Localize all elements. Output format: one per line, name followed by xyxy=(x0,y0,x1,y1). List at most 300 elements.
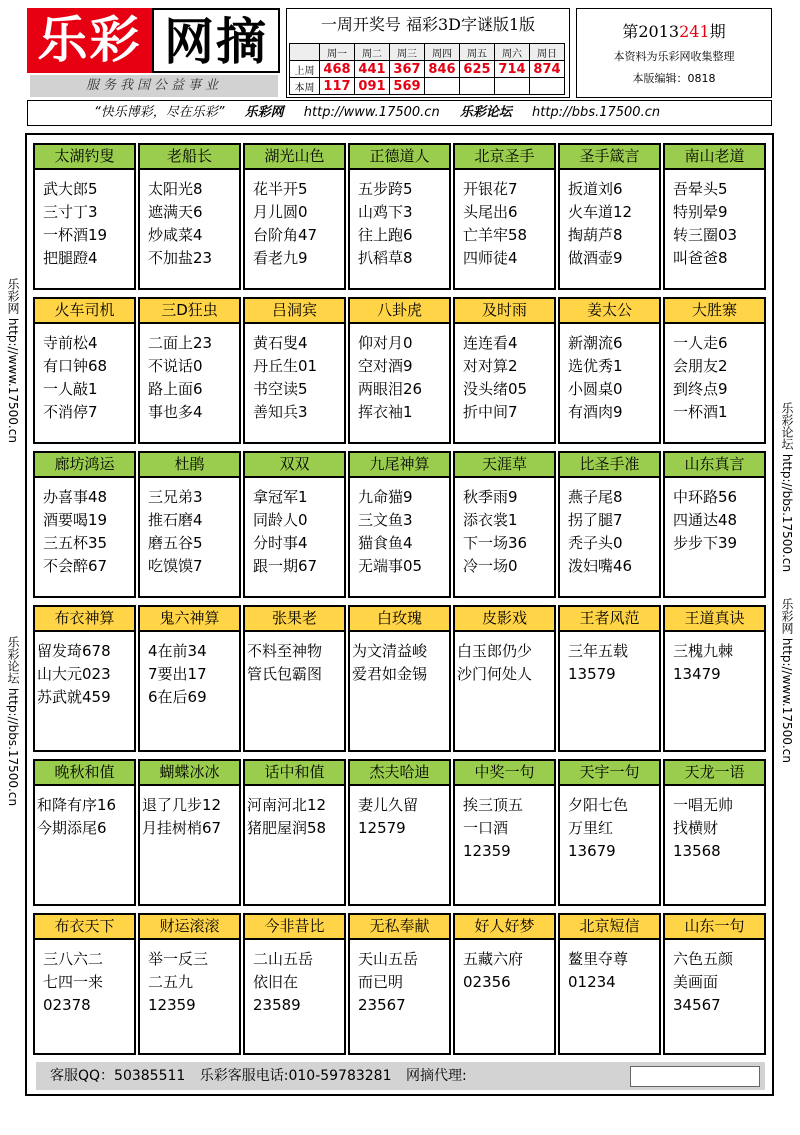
cell-line: 到终点9 xyxy=(673,380,728,398)
cell-title: 布衣天下 xyxy=(35,915,134,940)
cell-line: 退了几步12 xyxy=(142,796,222,814)
cell-title: 吕洞宾 xyxy=(245,299,344,324)
cell-title: 杜鹃 xyxy=(140,453,239,478)
cell-line: 02356 xyxy=(463,973,511,991)
cell-line: 亡羊牢58 xyxy=(463,226,528,244)
cell-body xyxy=(35,632,134,709)
cell-line: 山大元023 xyxy=(37,665,111,683)
cell-body xyxy=(35,478,134,578)
service-phone: 乐彩客服电话:010-59783281 xyxy=(199,1068,392,1084)
cell-body xyxy=(665,940,764,1017)
cell-line: 三年五载 xyxy=(568,642,629,660)
draw-number: 714 xyxy=(495,61,530,78)
logo xyxy=(27,8,280,73)
cell-title: 九尾神算 xyxy=(350,453,449,478)
cell-line: 23589 xyxy=(253,996,301,1014)
last-week-label: 上周 xyxy=(290,61,320,78)
logo-part-wangzhai: 网摘 xyxy=(152,8,280,73)
cell-line: 不会醉67 xyxy=(43,557,108,575)
cell-body xyxy=(140,324,239,424)
issue-panel xyxy=(576,8,772,98)
cell-title: 天宇一句 xyxy=(560,761,659,786)
cell-title: 火车司机 xyxy=(35,299,134,324)
cell-line: 把腿蹬4 xyxy=(43,249,98,267)
motto: “快乐博彩，尽在乐彩” xyxy=(94,105,225,120)
cell-line: 而已明 xyxy=(358,973,404,991)
cell-line: 四通达48 xyxy=(673,511,738,529)
cell-body xyxy=(350,324,449,424)
cell-line: 一杯酒19 xyxy=(43,226,108,244)
prediction-cell xyxy=(33,759,136,906)
prediction-cell xyxy=(453,913,556,1055)
cell-body xyxy=(560,786,659,863)
prediction-cell xyxy=(453,297,556,444)
cell-line: 13579 xyxy=(568,665,616,683)
cell-line: 仰对月0 xyxy=(358,334,413,352)
cell-body xyxy=(350,632,449,686)
draw-number: 367 xyxy=(390,61,425,78)
cell-line: 六色五颜 xyxy=(673,950,734,968)
prediction-cell xyxy=(453,451,556,598)
cell-line: 今期添尾6 xyxy=(37,819,107,837)
cell-body xyxy=(35,786,134,840)
cell-title: 三D狂虫 xyxy=(140,299,239,324)
cell-line: 白玉郎仍少 xyxy=(457,642,533,660)
cell-body xyxy=(560,940,659,994)
cell-line: 留发琦678 xyxy=(37,642,111,660)
prediction-cell xyxy=(33,913,136,1055)
prediction-cell xyxy=(453,605,556,752)
draw-number: 846 xyxy=(425,61,460,78)
cell-body xyxy=(560,170,659,270)
cell-title: 今非昔比 xyxy=(245,915,344,940)
cell-line: 酒要喝19 xyxy=(43,511,108,529)
prediction-cell xyxy=(33,297,136,444)
cell-line: 不说话0 xyxy=(148,357,203,375)
cell-line: 12359 xyxy=(148,996,196,1014)
cell-line: 往上跑6 xyxy=(358,226,413,244)
cell-line: 12579 xyxy=(358,819,406,837)
cell-line: 河南河北12 xyxy=(247,796,327,814)
cell-title: 王道真诀 xyxy=(665,607,764,632)
prediction-cell xyxy=(453,759,556,906)
logo-part-lecai: 乐彩 xyxy=(27,8,152,73)
cell-line: 掏葫芦8 xyxy=(568,226,623,244)
cell-line: 办喜事48 xyxy=(43,488,108,506)
cell-line: 13679 xyxy=(568,842,616,860)
cell-title: 北京圣手 xyxy=(455,145,554,170)
cell-body xyxy=(140,786,239,840)
cell-title: 天涯草 xyxy=(455,453,554,478)
cell-line: 没头绪05 xyxy=(463,380,528,398)
side-text-left-top: 乐彩网 http://www.17500.cn xyxy=(6,278,20,443)
prediction-cell xyxy=(243,297,346,444)
cell-body xyxy=(665,478,764,555)
cell-line: 4在前34 xyxy=(148,642,207,660)
cell-line: 挥衣袖1 xyxy=(358,403,413,421)
prediction-cell xyxy=(138,297,241,444)
motto-bar xyxy=(27,100,772,126)
cell-line: 开银花7 xyxy=(463,180,518,198)
cell-line: 磨五谷5 xyxy=(148,534,203,552)
cell-line: 空对酒9 xyxy=(358,357,413,375)
cell-line: 善知兵3 xyxy=(253,403,308,421)
cell-title: 皮影戏 xyxy=(455,607,554,632)
this-week-row xyxy=(290,78,565,95)
draw-number xyxy=(530,78,565,95)
cell-line: 13479 xyxy=(673,665,721,683)
draw-number: 091 xyxy=(355,78,390,95)
cell-line: 山鸡下3 xyxy=(358,203,413,221)
cell-body xyxy=(245,170,344,270)
cell-line: 泼妇嘴46 xyxy=(568,557,633,575)
weekday-header-row xyxy=(290,44,565,61)
cell-line: 有口钟68 xyxy=(43,357,108,375)
cell-line: 下一场36 xyxy=(463,534,528,552)
prediction-cell xyxy=(243,605,346,752)
cell-line: 一口酒 xyxy=(463,819,509,837)
draw-number: 117 xyxy=(320,78,355,95)
cell-title: 张果老 xyxy=(245,607,344,632)
cell-title: 比圣手准 xyxy=(560,453,659,478)
cell-line: 遮满天6 xyxy=(148,203,203,221)
cell-line: 叫爸爸8 xyxy=(673,249,728,267)
draw-number: 468 xyxy=(320,61,355,78)
cell-line: 找横财 xyxy=(673,819,719,837)
cell-body xyxy=(350,170,449,270)
prediction-cell xyxy=(348,913,451,1055)
cell-line: 01234 xyxy=(568,973,616,991)
weekday-label: 周四 xyxy=(425,44,460,61)
prediction-cell xyxy=(558,605,661,752)
cell-line: 七四一来 xyxy=(43,973,104,991)
cell-line: 34567 xyxy=(673,996,721,1014)
cell-line: 无端事05 xyxy=(358,557,423,575)
cell-title: 晚秋和值 xyxy=(35,761,134,786)
prediction-cell xyxy=(558,913,661,1055)
prediction-cell xyxy=(348,759,451,906)
weekday-label: 周三 xyxy=(390,44,425,61)
draw-number: 625 xyxy=(460,61,495,78)
cell-line: 燕子尾8 xyxy=(568,488,623,506)
cell-line: 妻儿久留 xyxy=(358,796,419,814)
weekly-draw-table xyxy=(289,43,565,95)
weekday-label: 周五 xyxy=(460,44,495,61)
cell-line: 特别晕9 xyxy=(673,203,728,221)
prediction-cell xyxy=(558,143,661,290)
cell-body xyxy=(350,786,449,840)
forum-name: 乐彩论坛 xyxy=(459,105,512,120)
site-url-link[interactable]: http://www.17500.cn xyxy=(303,105,440,120)
cell-body xyxy=(245,324,344,424)
cell-line: 台阶角47 xyxy=(253,226,318,244)
prediction-cell xyxy=(243,451,346,598)
cell-line: 爱君如金锡 xyxy=(352,665,428,683)
prediction-cell xyxy=(33,143,136,290)
cell-title: 八卦虎 xyxy=(350,299,449,324)
weekly-draw-panel xyxy=(286,8,570,98)
cell-line: 五藏六府 xyxy=(463,950,524,968)
cell-title: 财运滚滚 xyxy=(140,915,239,940)
cell-title: 太湖钓叟 xyxy=(35,145,134,170)
cell-line: 有酒肉9 xyxy=(568,403,623,421)
cell-line: 为文清益峻 xyxy=(352,642,428,660)
cell-line: 一杯酒1 xyxy=(673,403,728,421)
cell-line: 02378 xyxy=(43,996,91,1014)
prediction-cell xyxy=(663,143,766,290)
cell-body xyxy=(665,786,764,863)
cell-body xyxy=(560,632,659,686)
prediction-cell xyxy=(138,605,241,752)
cell-title: 北京短信 xyxy=(560,915,659,940)
cell-title: 双双 xyxy=(245,453,344,478)
draw-number: 441 xyxy=(355,61,390,78)
cell-line: 头尾出6 xyxy=(463,203,518,221)
cell-title: 布衣神算 xyxy=(35,607,134,632)
cell-line: 花半开5 xyxy=(253,180,308,198)
cell-title: 山东真言 xyxy=(665,453,764,478)
cell-title: 大胜寨 xyxy=(665,299,764,324)
cell-title: 杰夫哈迪 xyxy=(350,761,449,786)
cell-title: 山东一句 xyxy=(665,915,764,940)
cell-line: 书空读5 xyxy=(253,380,308,398)
issue-suffix: 期 xyxy=(709,22,726,41)
prediction-cell xyxy=(663,759,766,906)
cell-line: 扳道刘6 xyxy=(568,180,623,198)
prediction-cell xyxy=(138,143,241,290)
side-text-left-bottom: 乐彩论坛 http://bbs.17500.cn xyxy=(6,636,20,807)
cell-line: 月挂树梢67 xyxy=(142,819,222,837)
cell-line: 二山五岳 xyxy=(253,950,314,968)
cell-line: 丹丘生01 xyxy=(253,357,318,375)
cell-line: 选优秀1 xyxy=(568,357,623,375)
cell-line: 三兄弟3 xyxy=(148,488,203,506)
cell-title: 南山老道 xyxy=(665,145,764,170)
prediction-cell xyxy=(663,297,766,444)
site-name: 乐彩网 xyxy=(244,105,284,120)
cell-title: 廊坊鸿运 xyxy=(35,453,134,478)
draw-number xyxy=(495,78,530,95)
cell-line: 12359 xyxy=(463,842,511,860)
cell-line: 不加盐23 xyxy=(148,249,213,267)
issue-note: 本资料为乐彩网收集整理 xyxy=(613,50,735,63)
cell-line: 做酒壶9 xyxy=(568,249,623,267)
cell-line: 猪肥屋润58 xyxy=(247,819,327,837)
cell-body xyxy=(350,940,449,1017)
cell-line: 不消停7 xyxy=(43,403,98,421)
prediction-cell xyxy=(558,297,661,444)
cell-line: 管氏包霸图 xyxy=(247,665,323,683)
issue-number: 241 xyxy=(679,22,710,41)
cell-line: 对对算2 xyxy=(463,357,518,375)
cell-line: 同龄人0 xyxy=(253,511,308,529)
cell-title: 王者风范 xyxy=(560,607,659,632)
cell-title: 姜太公 xyxy=(560,299,659,324)
cell-line: 二五九 xyxy=(148,973,194,991)
cell-body xyxy=(350,478,449,578)
cell-body xyxy=(35,324,134,424)
prediction-cell xyxy=(138,759,241,906)
cell-line: 黄石叟4 xyxy=(253,334,308,352)
cell-body xyxy=(140,478,239,578)
prediction-cell xyxy=(243,913,346,1055)
cell-title: 中奖一句 xyxy=(455,761,554,786)
cell-line: 天山五岳 xyxy=(358,950,419,968)
cell-line: 和降有序16 xyxy=(37,796,117,814)
last-week-row xyxy=(290,61,565,78)
prediction-cell xyxy=(453,143,556,290)
cell-body xyxy=(140,632,239,709)
cell-line: 吾晕头5 xyxy=(673,180,728,198)
cell-line: 寺前松4 xyxy=(43,334,98,352)
prediction-cell xyxy=(138,913,241,1055)
cell-line: 冷一场0 xyxy=(463,557,518,575)
prediction-cell xyxy=(348,605,451,752)
cell-line: 7要出17 xyxy=(148,665,207,683)
prediction-cell xyxy=(663,913,766,1055)
cell-body xyxy=(455,940,554,994)
cell-title: 好人好梦 xyxy=(455,915,554,940)
draw-number: 874 xyxy=(530,61,565,78)
weekday-label: 周二 xyxy=(355,44,390,61)
cell-line: 新潮流6 xyxy=(568,334,623,352)
cell-line: 13568 xyxy=(673,842,721,860)
cell-body xyxy=(455,632,554,686)
cell-body xyxy=(245,786,344,840)
cell-line: 步步下39 xyxy=(673,534,738,552)
cell-line: 五步跨5 xyxy=(358,180,413,198)
cell-line: 一唱无帅 xyxy=(673,796,734,814)
prediction-cell xyxy=(138,451,241,598)
forum-url-link[interactable]: http://bbs.17500.cn xyxy=(531,105,661,120)
draw-title: 一周开奖号 福彩3D字谜版1版 xyxy=(320,15,536,34)
weekday-label: 周六 xyxy=(495,44,530,61)
cell-line: 秋季雨9 xyxy=(463,488,518,506)
cell-line: 看老九9 xyxy=(253,249,308,267)
cell-line: 猫食鱼4 xyxy=(358,534,413,552)
cell-title: 鬼六神算 xyxy=(140,607,239,632)
cell-line: 三槐九棘 xyxy=(673,642,734,660)
cell-line: 拐了腿7 xyxy=(568,511,623,529)
issue-prefix: 第2013 xyxy=(622,22,680,41)
cell-line: 太阳光8 xyxy=(148,180,203,198)
cell-line: 挨三顶五 xyxy=(463,796,524,814)
cell-line: 二面上23 xyxy=(148,334,213,352)
cell-line: 鳌里夺尊 xyxy=(568,950,629,968)
cell-line: 连连看4 xyxy=(463,334,518,352)
cell-line: 分时事4 xyxy=(253,534,308,552)
cell-line: 不料至神物 xyxy=(247,642,323,660)
cell-body xyxy=(245,940,344,1017)
cell-line: 苏武就459 xyxy=(37,688,111,706)
cell-line: 中环路56 xyxy=(673,488,738,506)
prediction-cell xyxy=(558,451,661,598)
cell-line: 三文鱼3 xyxy=(358,511,413,529)
prediction-cell xyxy=(33,605,136,752)
cell-body xyxy=(665,324,764,424)
cell-line: 添衣裳1 xyxy=(463,511,518,529)
service-qq: 客服QQ：50385511 xyxy=(50,1068,186,1084)
cell-body xyxy=(665,170,764,270)
cell-line: 事也多4 xyxy=(148,403,203,421)
cell-line: 四师徒4 xyxy=(463,249,518,267)
prediction-cell xyxy=(663,605,766,752)
cell-line: 6在后69 xyxy=(148,688,207,706)
cell-line: 三寸丁3 xyxy=(43,203,98,221)
agent-label: 网摘代理: xyxy=(405,1068,467,1084)
cell-line: 推石磨4 xyxy=(148,511,203,529)
cell-title: 无私奉献 xyxy=(350,915,449,940)
prediction-cell xyxy=(558,759,661,906)
cell-line: 月儿圆0 xyxy=(253,203,308,221)
prediction-cell xyxy=(663,451,766,598)
cell-title: 圣手箴言 xyxy=(560,145,659,170)
cell-title: 话中和值 xyxy=(245,761,344,786)
cell-line: 举一反三 xyxy=(148,950,209,968)
cell-title: 蝴蝶冰冰 xyxy=(140,761,239,786)
prediction-cell xyxy=(243,759,346,906)
cell-line: 转三圈03 xyxy=(673,226,738,244)
cell-body xyxy=(140,940,239,1017)
cell-line: 三五杯35 xyxy=(43,534,108,552)
cell-line: 沙门何处人 xyxy=(457,665,533,683)
cell-line: 武大郎5 xyxy=(43,180,98,198)
cell-body xyxy=(665,632,764,686)
draw-number xyxy=(460,78,495,95)
cell-body xyxy=(560,324,659,424)
cell-title: 天龙一语 xyxy=(665,761,764,786)
cell-body xyxy=(245,632,344,686)
cell-line: 夕阳七色 xyxy=(568,796,629,814)
cell-line: 会朋友2 xyxy=(673,357,728,375)
cell-line: 九命猫9 xyxy=(358,488,413,506)
prediction-cell xyxy=(348,297,451,444)
cell-body xyxy=(455,324,554,424)
cell-line: 依旧在 xyxy=(253,973,299,991)
cell-line: 吃馍馍7 xyxy=(148,557,203,575)
cell-title: 及时雨 xyxy=(455,299,554,324)
cell-body xyxy=(140,170,239,270)
issue-line xyxy=(577,19,771,42)
side-text-right-top: 乐彩论坛 http://bbs.17500.cn xyxy=(780,402,794,573)
cell-title: 湖光山色 xyxy=(245,145,344,170)
cell-body xyxy=(455,478,554,578)
slogan: 服务我国公益事业 xyxy=(30,75,278,97)
prediction-cell xyxy=(33,451,136,598)
cell-line: 小圆桌0 xyxy=(568,380,623,398)
agent-field xyxy=(630,1066,760,1087)
cell-body xyxy=(35,170,134,270)
cell-line: 扒稻草8 xyxy=(358,249,413,267)
cell-title: 老船长 xyxy=(140,145,239,170)
cell-line: 路上面6 xyxy=(148,380,203,398)
prediction-cell xyxy=(348,143,451,290)
cell-body xyxy=(560,478,659,578)
cell-line: 万里红 xyxy=(568,819,614,837)
cell-line: 三八六二 xyxy=(43,950,104,968)
cell-title: 白玫瑰 xyxy=(350,607,449,632)
side-text-right-bottom: 乐彩网 http://www.17500.cn xyxy=(780,598,794,763)
prediction-cell xyxy=(243,143,346,290)
cell-body xyxy=(245,478,344,578)
this-week-label: 本周 xyxy=(290,78,320,95)
cell-line: 炒咸菜4 xyxy=(148,226,203,244)
cell-body xyxy=(35,940,134,1017)
draw-number xyxy=(425,78,460,95)
cell-line: 两眼泪26 xyxy=(358,380,423,398)
weekday-label: 周一 xyxy=(320,44,355,61)
cell-line: 一人走6 xyxy=(673,334,728,352)
